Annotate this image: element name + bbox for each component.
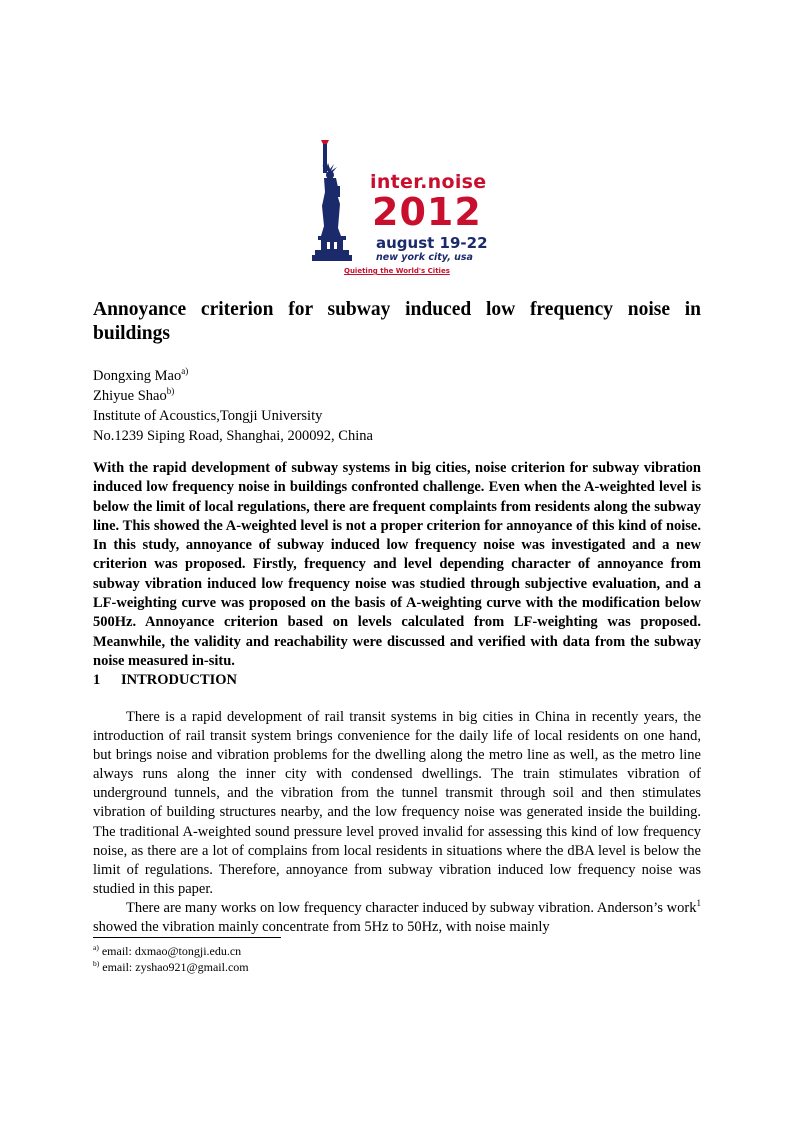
footnote-mark: a): [181, 366, 189, 377]
logo-tagline: Quieting the World's Cities: [344, 267, 450, 275]
footnote: [93, 959, 701, 975]
footnote-text: email: dxmao@tongji.edu.cn: [98, 944, 242, 958]
author-line: [93, 386, 701, 406]
footnotes: [93, 943, 701, 975]
paragraph: [93, 899, 701, 937]
footnote-text: email: zyshao921@gmail.com: [99, 960, 249, 974]
paper-title: Annoyance criterion for subway induced low frequency noise in buildings: [93, 299, 701, 344]
footnote: [93, 943, 701, 959]
footnote-mark: b): [93, 959, 100, 968]
section-number: 1: [93, 672, 101, 688]
footnote-mark: b): [166, 386, 175, 397]
abstract: With the rapid development of subway systems in big cities, noise criterion for subway vibration induced low frequency noise in buildings confronted challenge. Even when the A-weighted level is below the limit of local regulations, there are frequent complaints from residents along the subway line. This showed the A-weighted level is not a proper criterion for annoyance of this kind of noise. In this study, annoyance of subway induced low frequency noise was investigated and a new criterion was proposed. Firstly, frequency and level depending character of annoyance from subway vibration induced low frequency noise was studied through subjective evaluation, and a LF-weighting curve was proposed on the basis of A-weighting curve with the modification below 500Hz. Annoyance criterion based on levels calculated from LF-weighting was proposed. Meanwhile, the validity and reachability were discussed and verified with data from the subway noise measured in-situ.: [93, 460, 701, 669]
body-text: [93, 708, 701, 937]
affiliation: Institute of Acoustics,Tongji University: [93, 408, 323, 424]
footnote-divider: [93, 937, 281, 938]
author-name: Zhiyue Shao: [93, 388, 167, 404]
logo-event-name: inter.noise: [370, 171, 487, 193]
logo-year: 2012: [372, 190, 482, 234]
conference-logo: [310, 140, 490, 280]
footnote-mark: a): [93, 943, 99, 952]
section-title: INTRODUCTION: [121, 672, 238, 688]
paragraph: There is a rapid development of rail transit systems in big cities in China in recently years, the introduction of rail transit system brings convenience for the daily life of local residents on one hand, but brings noise and vibration problems for the dwelling along the metro line as well, as the metro line always runs along the inner city with condensed dwellings. The train stimulates vibration of underground tunnels, and the vibration from the tunnel transmit through soil and then stimulates vibration of building structures nearby, and the low frequency noise was generated inside the building. The traditional A-weighted sound pressure level proved invalid for assessing this kind of low frequency noise, as there are a lot of complains from local residents in situations where the dBA level is below the limit of regulations. Therefore, annoyance from subway vibration induced low frequency noise was studied in this paper.: [93, 709, 701, 897]
author-block: [93, 366, 701, 446]
author-line: [93, 366, 701, 386]
address: No.1239 Siping Road, Shanghai, 200092, China: [93, 428, 373, 444]
author-name: Dongxing Mao: [93, 368, 182, 384]
logo-dates: august 19-22: [376, 234, 488, 252]
logo-city: new york city, usa: [376, 252, 473, 263]
paragraph-text: There are many works on low frequency character induced by subway vibration. Anderson’s work: [126, 899, 697, 916]
paragraph-text: showed the vibration mainly concentrate from 5Hz to 50Hz, with noise mainly: [93, 919, 550, 936]
citation-ref: 1: [696, 898, 701, 909]
section-heading: [93, 672, 237, 689]
statue-of-liberty-icon: [310, 140, 370, 265]
